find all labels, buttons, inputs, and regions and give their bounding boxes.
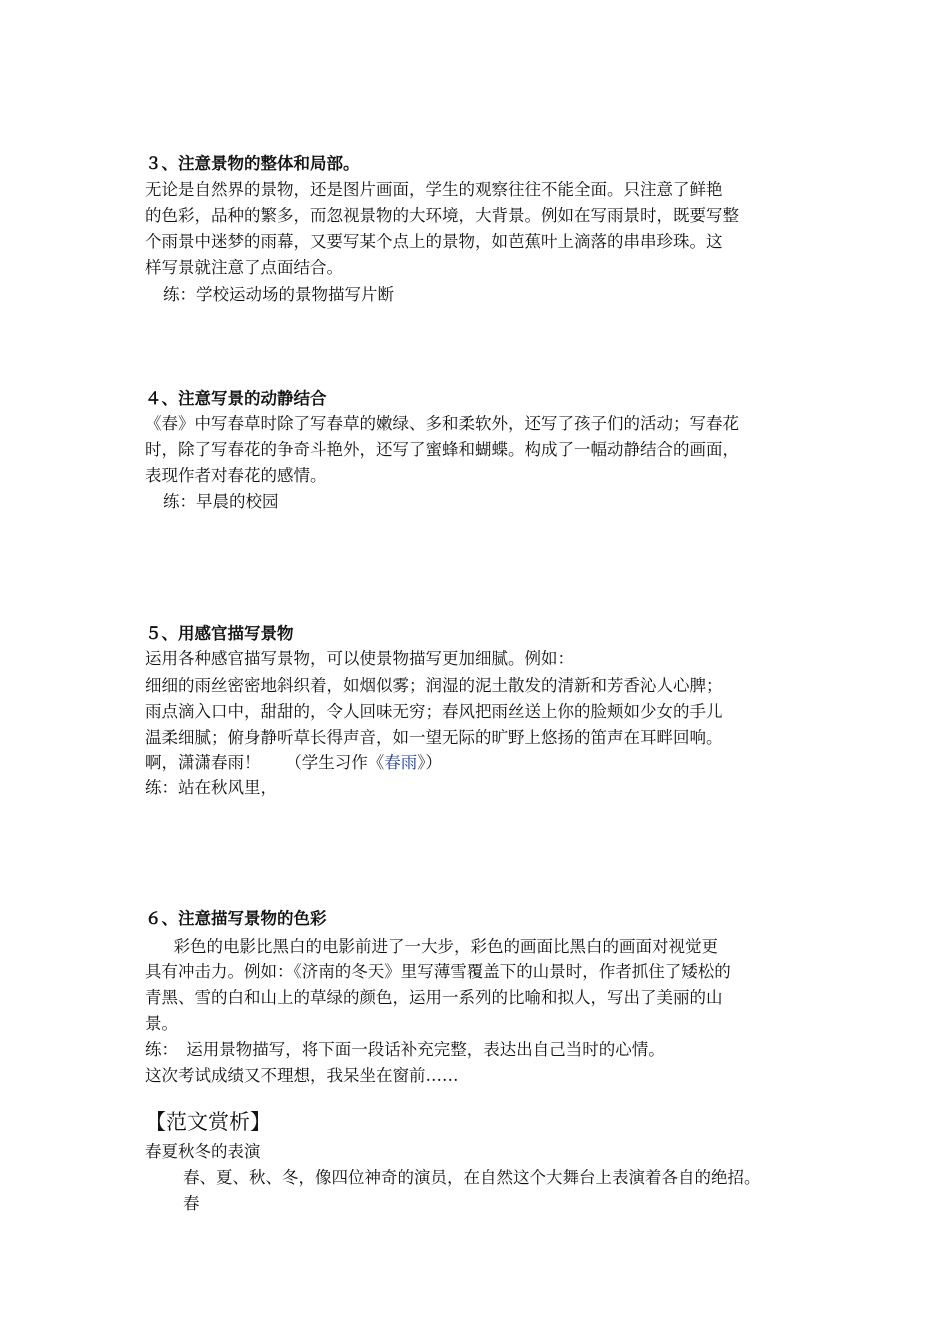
section-4-line-2: 时，除了写春花的争奇斗艳外，还写了蜜蜂和蝴蝶。构成了一幅动静结合的画面， xyxy=(145,440,739,459)
section-6-practice: 练： 运用景物描写，将下面一段话补充完整，表达出自己当时的心情。 xyxy=(145,1040,665,1059)
section-3-line-1: 无论是自然界的景物，还是图片画面，学生的观察往往不能全面。只注意了鲜艳 xyxy=(145,180,723,199)
model-essay-line-2: 春 xyxy=(183,1194,200,1213)
model-essay-heading: 【范文赏析】 xyxy=(145,1110,271,1134)
model-essay-title: 春夏秋冬的表演 xyxy=(145,1142,261,1161)
section-3-line-3: 个雨景中迷梦的雨幕，又要写某个点上的景物，如芭蕉叶上滴落的串串珍珠。这 xyxy=(145,232,723,251)
section-5-practice: 练：站在秋风里， xyxy=(145,778,277,797)
model-essay-line-1: 春、夏、秋、冬，像四位神奇的演员，在自然这个大舞台上表演着各自的绝招。 xyxy=(183,1168,761,1187)
section-6-line-1: 彩色的电影比黑白的电影前进了一大步，彩色的画面比黑白的画面对视觉更 xyxy=(157,937,718,956)
section-4-heading: ４、注意写景的动静结合 xyxy=(145,389,327,408)
section-5-line-4: 温柔细腻；俯身静听草长得声音，如一望无际的旷野上悠扬的笛声在耳畔回响。 xyxy=(145,728,723,747)
section-6-line-4: 景。 xyxy=(145,1014,178,1033)
section-5-line-2: 细细的雨丝密密地斜织着，如烟似雾；润湿的泥土散发的清新和芳香沁人心脾； xyxy=(145,676,723,695)
section-6-line-2: 具有冲击力。例如：《济南的冬天》里写薄雪覆盖下的山景时，作者抓住了矮松的 xyxy=(145,962,731,981)
section-5-line-3: 雨点滴入口中，甜甜的，令人回味无穷；春风把雨丝送上你的脸颊如少女的手儿 xyxy=(145,702,723,721)
section-4-line-1: 《春》中写春草时除了写春草的嫩绿、多和柔软外，还写了孩子们的活动；写春花 xyxy=(145,414,739,433)
section-5-heading: ５、用感官描写景物 xyxy=(145,624,294,643)
section-5-line-5-prefix: 啊，潇潇春雨！ （学生习作《 xyxy=(145,753,385,772)
section-5-line-5 xyxy=(145,751,810,775)
section-6-heading: ６、注意描写景物的色彩 xyxy=(145,909,327,928)
section-4-line-3: 表现作者对春花的感情。 xyxy=(145,466,327,485)
section-6-practice-line-2: 这次考试成绩又不理想，我呆坐在窗前…… xyxy=(145,1066,459,1085)
section-3-practice: 练：学校运动场的景物描写片断 xyxy=(163,285,394,304)
chunyu-link[interactable]: 春雨 xyxy=(384,753,418,772)
section-6-line-3: 青黑、雪的白和山上的草绿的颜色，运用一系列的比喻和拟人，写出了美丽的山 xyxy=(145,988,723,1007)
section-4-practice: 练：早晨的校园 xyxy=(163,492,279,511)
section-3-heading: ３、注意景物的整体和局部。 xyxy=(145,154,360,173)
section-3-line-2: 的色彩，品种的繁多，而忽视景物的大环境，大背景。例如在写雨景时，既要写整 xyxy=(145,206,739,225)
section-5-line-5-suffix: 》） xyxy=(417,753,442,772)
section-3-line-4: 样写景就注意了点面结合。 xyxy=(145,258,343,277)
section-5-line-1: 运用各种感官描写景物，可以使景物描写更加细腻。例如： xyxy=(145,649,574,668)
